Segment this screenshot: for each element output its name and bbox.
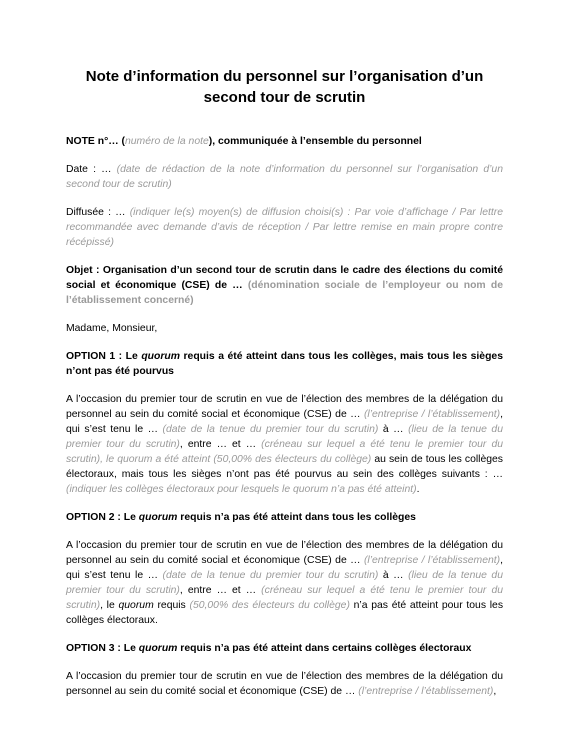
option-2-heading-suffix: requis n’a pas été atteint dans tous les collèges — [177, 512, 416, 523]
option-2-text: A l’occasion du premier tour de scrutin en vue de l’élection des membres de la délégation du personnel au sein du comité social et économique (CSE) de … — [66, 540, 503, 566]
option-2-quorum: quorum — [118, 600, 154, 611]
option-1-paragraph — [66, 392, 503, 497]
option-1-text: A l’occasion du premier tour de scrutin en vue de l’élection des membres de la délégation du personnel au sein du comité social et économique (CSE) de … — [66, 394, 503, 420]
option-1-text: , qui s’est tenu le … — [66, 409, 503, 435]
date-line — [66, 162, 503, 192]
option-3-text: , — [493, 686, 497, 697]
note-communicated-text: ), communiquée à l’ensemble du personnel — [208, 136, 422, 147]
option-1-placeholder: (l’entreprise / l’établissement) — [363, 409, 501, 420]
option-3-text: A l’occasion du premier tour de scrutin en vue de l’élection des membres de la délégation du personnel au sein du comité social et économique (CSE) de … — [66, 671, 503, 697]
document-title: Note d’information du personnel sur l’organisation d’un second tour de scrutin — [85, 68, 484, 106]
option-2-paragraph — [66, 538, 503, 628]
option-3-heading — [66, 641, 503, 656]
option-2-placeholder: (date de la tenue du premier tour du scrutin) — [162, 570, 379, 581]
subject-placeholder: (dénomination sociale de l’employeur ou nom de l’établissement concerné) — [66, 280, 503, 306]
option-2-text: , entre … et … — [179, 585, 262, 596]
document-page — [66, 0, 503, 699]
note-number-text: NOTE n°… ( — [66, 136, 125, 147]
diffusion-label: Diffusée : … — [66, 207, 130, 218]
option-3-heading-quorum: quorum — [138, 643, 178, 654]
option-3-paragraph — [66, 669, 503, 699]
option-1-placeholder: (date de la tenue du premier tour du scrutin) — [162, 424, 379, 435]
option-2-text: , qui s’est tenu le … — [66, 555, 503, 581]
option-1-heading-suffix: requis a été atteint dans tous les collèges, mais tous les sièges n’ont pas été pourvus — [66, 351, 503, 377]
option-2-placeholder: (50,00% des électeurs du collège) — [189, 600, 350, 611]
option-2-placeholder: (lieu de la tenue du premier tour du scrutin) — [66, 570, 503, 596]
diffusion-placeholder: (indiquer le(s) moyen(s) de diffusion choisi(s) : Par voie d’affichage / Par lettre recommandée avec demande d’avis de réception / Par lettre remise en main propre contre récépissé) — [66, 207, 503, 248]
option-2-heading-prefix: OPTION 2 : Le — [66, 512, 139, 523]
option-3-heading-suffix: requis n’a pas été atteint dans certains collèges électoraux — [177, 643, 472, 654]
option-1-heading-quorum: quorum — [141, 351, 180, 362]
option-1-placeholder: (indiquer les collèges électoraux pour lesquels le quorum n’a pas été atteint) — [66, 484, 417, 495]
option-2-text: , le — [100, 600, 119, 611]
date-placeholder: (date de rédaction de la note d’information du personnel sur l’organisation d’un second tour de scrutin) — [66, 164, 503, 190]
subject-line — [66, 263, 503, 308]
note-number-placeholder: numéro de la note — [125, 136, 209, 147]
option-2-placeholder: (créneau sur lequel a été tenu le premier tour du scrutin) — [66, 585, 504, 611]
option-1-text: . — [416, 484, 420, 495]
option-1-placeholder: (lieu de la tenue du premier tour du scrutin) — [66, 424, 503, 450]
subject-text: Objet : Organisation d’un second tour de scrutin dans le cadre des élections du comité social et économique (CSE) de … — [66, 265, 503, 291]
diffusion-line — [66, 205, 503, 250]
option-2-placeholder: (l’entreprise / l’établissement) — [363, 555, 501, 566]
option-1-text: , entre … et … — [179, 439, 262, 450]
date-label: Date : … — [66, 164, 117, 175]
option-3-placeholder: (l’entreprise / l’établissement) — [358, 686, 494, 697]
option-1-text: à … — [378, 424, 409, 435]
option-1-heading-prefix: OPTION 1 : Le — [66, 351, 142, 362]
option-2-heading-quorum: quorum — [138, 512, 178, 523]
option-3-heading-prefix: OPTION 3 : Le — [66, 643, 139, 654]
option-2-text: à … — [378, 570, 409, 581]
greeting: Madame, Monsieur, — [66, 323, 158, 334]
option-1-text: au sein de tous les collèges électoraux, mais tous les sièges n’ont pas été pourvus au sein des collèges suivants : … — [66, 454, 503, 480]
option-1-heading — [66, 349, 503, 379]
option-1-placeholder: (créneau sur lequel a été tenu le premier tour du scrutin), le quorum a été atteint (50,00% des électeurs du collège) — [66, 439, 504, 465]
option-2-text: n’a pas été atteint pour tous les collèges électoraux. — [66, 600, 504, 626]
option-2-heading — [66, 510, 503, 525]
note-number-line — [66, 134, 503, 149]
option-2-text: requis — [153, 600, 190, 611]
